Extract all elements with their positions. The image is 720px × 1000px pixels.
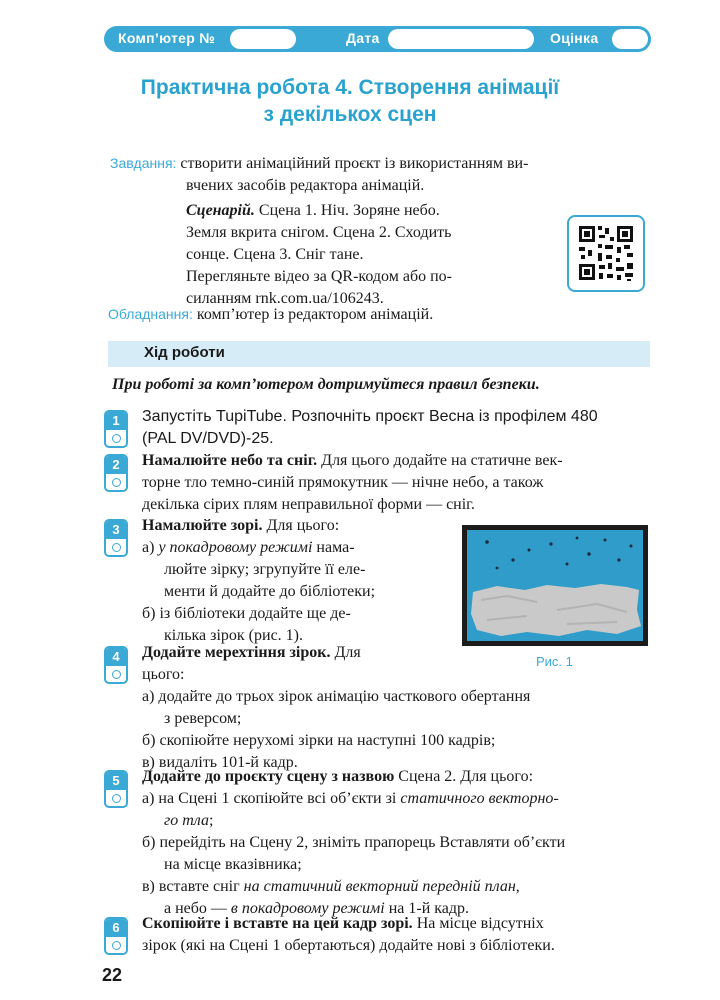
header-bar [104, 26, 651, 52]
step-5b-line-2: на місце вказівника; [164, 856, 302, 873]
step-3 [142, 515, 442, 647]
step-5a-end: ; [208, 812, 214, 829]
grade-label: Оцінка [550, 30, 599, 46]
scenario-block [186, 200, 551, 310]
step-4a-line-2: з реверсом; [164, 710, 242, 727]
step-3b-line-2: кілька зірок (рис. 1). [164, 627, 303, 644]
disc-icon [112, 543, 121, 552]
step-3a-prefix: а) [142, 539, 159, 556]
step-number: 2 [106, 456, 126, 474]
step-2 [142, 450, 654, 516]
qr-code[interactable] [567, 215, 645, 292]
scenario-line-1: Сцена 1. Ніч. Зоряне небо. [258, 202, 440, 219]
step-6-line-1: На місце відсутніх [412, 915, 544, 932]
step-5c-line-2-italic: в покадровому режимі [230, 900, 385, 917]
step-badge-2 [104, 454, 128, 492]
disc-icon [112, 478, 121, 487]
step-1-line-1: Запустіть TupiTube. Розпочніть проєкт Весна із профілем 480 [142, 408, 598, 425]
step-2-line-1: Для цього додайте на статичне век- [317, 452, 563, 469]
scenario-line-3: сонце. Сцена 3. Сніг тане. [186, 246, 364, 263]
step-6-line-2: зірок (які на Сцені 1 обертаються) додайте нові з бібліотеки. [142, 937, 555, 954]
page-title [115, 74, 585, 128]
night-scene-image [467, 530, 643, 641]
step-2-line-3: декілька сірих плям неправильної форми — сніг. [142, 496, 475, 513]
step-3a-rest: нама- [312, 539, 355, 556]
step-3-line-1: Для цього: [262, 517, 340, 534]
step-3a-line-3: менти й додайте до бібліотеки; [164, 583, 376, 600]
step-5c-prefix: в) вставте сніг [142, 878, 244, 895]
page-number: 22 [102, 965, 123, 985]
step-3-heading: Намалюйте зорі. [142, 517, 263, 534]
task-text-2: вчених засобів редактора анімацій. [186, 177, 425, 194]
step-5a-italic: статичного векторно- [400, 790, 559, 807]
step-badge-5 [104, 770, 128, 808]
step-3a-italic: у покадровому режимі [158, 539, 313, 556]
scenario-label: Сценарій. [186, 202, 255, 219]
equipment-label: Обладнання: [108, 306, 193, 322]
title-line-1: Практична робота 4. Створення анімації [140, 76, 560, 99]
step-5c-italic: на статичний векторний передній план, [243, 878, 520, 895]
section-header [108, 341, 650, 367]
step-6 [142, 913, 654, 957]
scenario-line-2: Земля вкрита снігом. Сцена 2. Сходить [186, 224, 452, 241]
step-badge-1 [104, 410, 128, 448]
qr-code-icon [569, 217, 643, 290]
step-number: 4 [106, 648, 126, 666]
disc-icon [112, 670, 121, 679]
step-number: 6 [106, 919, 126, 937]
step-badge-6 [104, 917, 128, 955]
task-block [110, 152, 655, 197]
step-2-heading: Намалюйте небо та сніг. [142, 452, 318, 469]
task-text-1: створити анімаційний проєкт із використанням ви- [180, 155, 529, 172]
step-badge-4 [104, 646, 128, 684]
step-5 [142, 766, 654, 920]
equipment-block [108, 303, 433, 326]
step-1-line-2: (PAL DV/DVD)-25. [142, 430, 274, 447]
scenario-line-5: силанням rnk.com.ua/106243. [186, 290, 384, 307]
grade-field[interactable] [612, 29, 648, 49]
figure-1 [462, 525, 648, 646]
equipment-text: комп’ютер із редактором анімацій. [196, 306, 434, 323]
step-4b: б) скопіюйте нерухомі зірки на наступні 100 кадрів; [142, 732, 496, 749]
step-badge-3 [104, 519, 128, 557]
safety-rules: При роботі за комп’ютером дотримуйтеся правил безпеки. [112, 376, 540, 393]
step-number: 3 [106, 521, 126, 539]
step-5c-line-2-prefix: а небо — [164, 900, 231, 917]
step-5b-line-1: б) перейдіть на Сцену 2, зніміть прапорець Вставляти об’єкти [142, 834, 566, 851]
step-4a-line-1: а) додайте до трьох зірок анімацію часткового обертання [142, 688, 531, 705]
step-1 [142, 406, 654, 450]
title-line-2: з декількох сцен [263, 103, 437, 126]
step-5a-prefix: а) на Сцені 1 скопіюйте всі об’єкти зі [142, 790, 401, 807]
task-label: Завдання: [110, 155, 177, 171]
step-4c: в) видаліть 101-й кадр. [142, 754, 298, 771]
step-4-line-2: цього: [142, 666, 185, 683]
disc-icon [112, 941, 121, 950]
step-number: 5 [106, 772, 126, 790]
step-6-heading: Скопіюйте і вставте на цей кадр зорі. [142, 915, 413, 932]
date-label: Дата [346, 30, 380, 46]
step-4 [142, 642, 654, 774]
step-5-heading: Додайте до проєкту сцену з назвою [142, 768, 395, 785]
disc-icon [112, 794, 121, 803]
step-5-line-1: Сцена 2. Для цього: [394, 768, 534, 785]
figure-scene [467, 530, 643, 641]
section-title: Хід роботи [144, 344, 225, 361]
step-3a-line-2: люйте зірку; згрупуйте її еле- [164, 561, 366, 578]
scenario-line-4: Перегляньте відео за QR-кодом або по- [186, 268, 453, 285]
step-2-line-2: торне тло темно-синій прямокутник — нічне небо, а також [142, 474, 544, 491]
date-field[interactable] [388, 29, 534, 49]
step-5a-italic-2: го тла [164, 812, 209, 829]
computer-number-label: Комп’ютер № [118, 30, 216, 46]
step-4-heading: Додайте мерехтіння зірок. [142, 644, 331, 661]
step-4-line-1: Для [330, 644, 361, 661]
step-3b-line-1: б) із бібліотеки додайте ще де- [142, 605, 351, 622]
step-5c-line-2-end: на 1-й кадр. [384, 900, 470, 917]
step-number: 1 [106, 412, 126, 430]
computer-number-field[interactable] [230, 29, 296, 49]
figure-caption: Рис. 1 [536, 654, 573, 669]
disc-icon [112, 434, 121, 443]
